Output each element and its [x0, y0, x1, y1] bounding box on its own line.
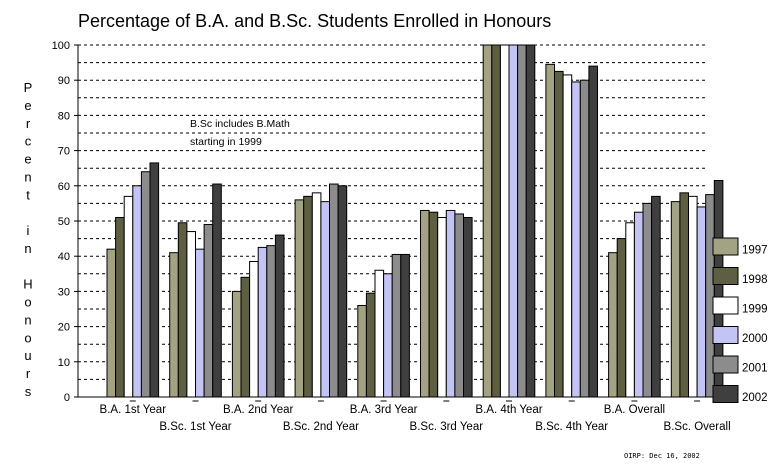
- bar: [312, 193, 321, 397]
- y-axis-label-char: e: [24, 97, 32, 113]
- y-tick-labels: [52, 40, 70, 404]
- bar: [384, 274, 393, 397]
- y-axis-label-char: c: [24, 133, 32, 149]
- bar: [546, 64, 555, 397]
- legend-swatch: [713, 386, 738, 403]
- credit-note: OIRP: Dec 16, 2002: [624, 452, 700, 460]
- y-tick-label: 0: [63, 392, 70, 404]
- category-label: B.A. 2nd Year: [223, 404, 294, 416]
- bar: [196, 249, 205, 397]
- bar: [250, 261, 259, 397]
- bar: [321, 202, 330, 397]
- bar: [358, 305, 367, 397]
- y-axis-label-char: s: [24, 384, 32, 399]
- bar: [241, 277, 250, 397]
- y-axis-label-char: P: [23, 80, 33, 95]
- bar: [526, 45, 535, 397]
- bar: [671, 202, 680, 397]
- y-tick-label: 20: [57, 321, 70, 334]
- bar: [438, 217, 447, 397]
- bar: [401, 254, 410, 397]
- bar: [500, 45, 509, 397]
- bar: [204, 225, 213, 397]
- bar: [178, 223, 187, 397]
- legend-label: 1999: [742, 303, 768, 316]
- bar: [187, 232, 196, 397]
- bar: [338, 186, 347, 397]
- annotation-line-1: B.Sc includes B.Math: [190, 118, 290, 130]
- legend-label: 1998: [742, 274, 768, 286]
- bar: [455, 214, 464, 397]
- bar: [563, 75, 572, 397]
- legend-swatch: [713, 356, 738, 373]
- bar: [492, 45, 501, 397]
- category-label: B.Sc. Overall: [663, 421, 731, 433]
- category-label: B.Sc. 4th Year: [535, 421, 609, 433]
- bar: [464, 217, 473, 397]
- legend-label: 2001: [742, 362, 768, 375]
- y-tick-label: 10: [57, 356, 70, 369]
- y-axis-label-char: r: [25, 115, 31, 131]
- y-axis-label-char: n: [24, 312, 32, 328]
- y-axis-label-char: t: [26, 187, 30, 203]
- bar: [446, 210, 455, 397]
- bar: [375, 270, 384, 397]
- bar: [366, 293, 375, 397]
- bar: [141, 172, 150, 397]
- category-label: B.Sc. 2nd Year: [282, 421, 359, 433]
- bar: [295, 200, 304, 397]
- bar: [421, 210, 430, 397]
- bar: [697, 207, 706, 397]
- y-tick-label: 50: [57, 216, 70, 228]
- legend-swatch: [713, 297, 738, 314]
- bar: [617, 239, 626, 397]
- bar: [626, 223, 635, 397]
- y-axis-label-char: n: [24, 240, 32, 256]
- bar: [124, 196, 133, 397]
- legend-swatch: [713, 268, 738, 285]
- y-tick-label: 70: [57, 145, 70, 158]
- bar: [609, 253, 618, 397]
- bar: [518, 45, 527, 397]
- bar: [429, 212, 438, 397]
- bar: [652, 196, 661, 397]
- category-label: B.A. 3rd Year: [349, 404, 418, 416]
- bar: [680, 193, 689, 397]
- category-label: B.Sc. 1st Year: [159, 421, 232, 433]
- bar: [483, 45, 492, 397]
- y-axis-label-char: n: [24, 169, 32, 185]
- bar: [116, 217, 125, 397]
- bar: [267, 246, 276, 397]
- bar: [634, 212, 643, 397]
- y-axis-label-char: o: [24, 330, 32, 346]
- legend-swatch: [713, 327, 738, 344]
- bar: [304, 196, 313, 397]
- y-axis-label-char: o: [24, 294, 32, 310]
- y-tick-label: 60: [57, 180, 70, 193]
- y-axis-label: [23, 80, 32, 399]
- bar: [150, 163, 159, 397]
- legend-label: 1997: [742, 244, 768, 257]
- y-tick-label: 80: [57, 110, 70, 123]
- y-tick-label: 40: [57, 251, 70, 264]
- bar: [509, 45, 518, 397]
- legend-label: 2000: [742, 333, 768, 345]
- legend-label: 2002: [742, 392, 768, 404]
- y-tick-label: 90: [57, 75, 70, 88]
- bar: [133, 186, 142, 397]
- annotation-line-2: starting in 1999: [190, 136, 262, 148]
- category-label: B.A. 4th Year: [475, 404, 543, 416]
- bar: [689, 196, 698, 397]
- category-label: B.A. 1st Year: [99, 404, 167, 416]
- y-axis-label-char: H: [23, 276, 33, 292]
- y-axis-label-char: r: [25, 366, 31, 382]
- bar: [572, 82, 581, 397]
- chart-title: Percentage of B.A. and B.Sc. Students Enrolled in Honours: [78, 11, 552, 31]
- category-labels: [100, 404, 731, 433]
- bar: [589, 66, 598, 397]
- bar: [213, 184, 222, 397]
- y-tick-label: 100: [51, 40, 70, 52]
- bar: [643, 203, 652, 397]
- category-label: B.Sc. 3rd Year: [409, 421, 484, 433]
- category-label: B.A. Overall: [603, 404, 666, 416]
- bar: [107, 249, 116, 397]
- y-axis-label-char: i: [26, 223, 30, 239]
- bar: [170, 253, 179, 397]
- bar: [392, 254, 401, 397]
- bar: [330, 184, 339, 397]
- y-axis-label-char: u: [24, 348, 32, 364]
- y-axis-label-char: e: [24, 151, 32, 167]
- bar: [555, 71, 564, 397]
- bar: [258, 247, 267, 397]
- bar: [580, 80, 589, 397]
- y-tick-label: 30: [57, 286, 70, 299]
- bar: [275, 235, 284, 397]
- bar: [232, 291, 241, 397]
- legend-swatch: [713, 238, 738, 255]
